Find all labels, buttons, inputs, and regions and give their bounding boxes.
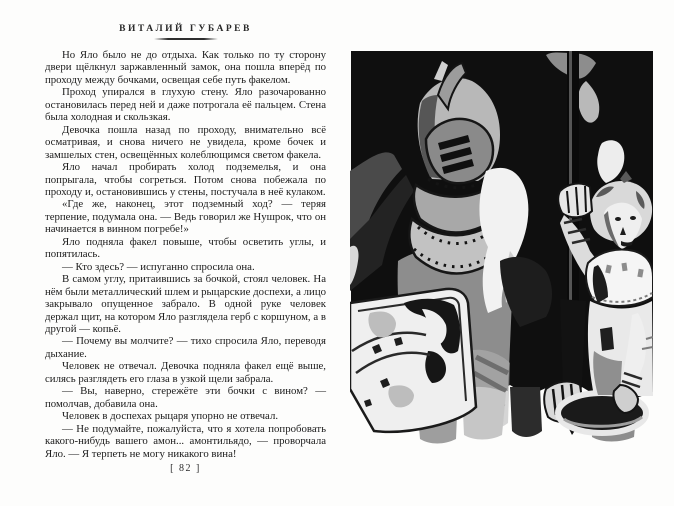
paragraph-13: — Не подумайте, пожалуйста, что я хотела попробовать какого-нибудь вашего амон... амонтильядо, — проворчала Яло. — Я терпеть не могу никакого вина!	[45, 422, 326, 460]
left-page	[45, 24, 326, 460]
running-head: ВИТАЛИЙ ГУБАРЕВ	[119, 24, 252, 34]
paragraph-1: Но Яло было не до отдыха. Как только по ту сторону двери щёлкнул заржавленный замок, она пошла вперёд по проходу между бочками, освещая себе путь факелом.	[45, 49, 326, 86]
paragraph-12: Человек в доспехах рыцаря упорно не отвечал.	[62, 410, 279, 423]
paragraph-2: Проход упирался в глухую стену. Яло разочарованно остановилась перед ней и даже потрогала её пальцем. Стена была холодная и скользкая.	[45, 86, 326, 124]
paragraph-6: Яло подняла факел повыше, чтобы осветить углы, и попятилась.	[45, 235, 326, 261]
paragraph-7: — Кто здесь? — испуганно спросила она.	[62, 260, 255, 273]
knight-illustration-svg	[350, 51, 653, 448]
paragraph-3: Девочка пошла назад по проходу, внимательно всё осматривая, и снова ничего не увидела, кроме бочек и замшелых стен, освещённых колеблющимся светом факела.	[45, 123, 326, 161]
paragraph-8: В самом углу, притаившись за бочкой, стоял человек. На нём были металлический шлем и рыцарские доспехи, а лицо закрывало опущенное забрало. В одной руке человек держал щит, на котором Яло разглядела герб с коршуном, а в другой — копьё.	[45, 273, 326, 335]
paragraph-10: Человек не отвечал. Девочка подняла факел ещё выше, силясь разглядеть его глаза в узкой щели забрала.	[45, 360, 326, 385]
header-rule	[154, 38, 218, 40]
page-number: [ 82 ]	[170, 463, 201, 474]
text-column	[45, 49, 326, 460]
paragraph-9: — Почему вы молчите? — тихо спросила Яло, переводя дыхание.	[45, 335, 326, 360]
paragraph-11: — Вы, наверно, стережёте эти бочки с вином? — помолчав, добавила она.	[45, 385, 326, 410]
paragraph-4: Яло начал пробирать холод подземелья, и она попрыгала, чтобы согреться. Потом снова побежала по проходу и, остановившись у стены, постучала в неё кулаком.	[45, 161, 326, 198]
illustration-knight-and-boy	[350, 51, 653, 448]
paragraph-5: «Где же, наконец, этот подземный ход? — теряя терпение, подумала она. — Ведь говорил же Нушрок, что он начинается в винном погребе!»	[45, 198, 326, 236]
